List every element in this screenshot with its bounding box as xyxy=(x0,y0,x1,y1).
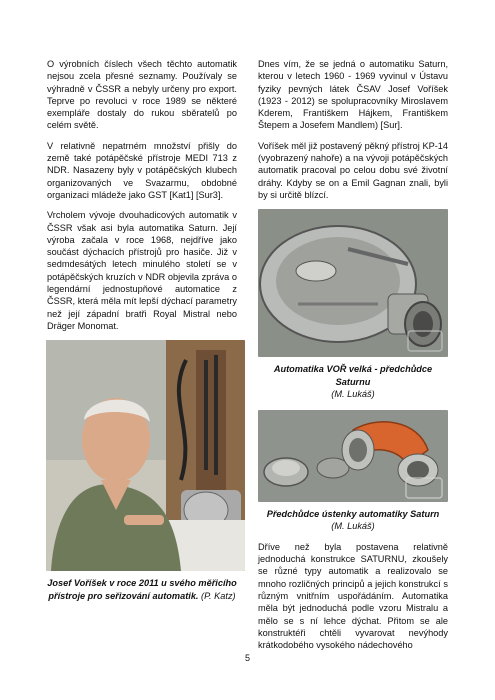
photo-josef-credit: (P. Katz) xyxy=(201,590,236,601)
photo-mouthpiece xyxy=(258,410,448,502)
right-paragraph-3: Dříve než byla postavena relativně jednoduchá konstrukce SATURNU, zkoušely se různé typy automatik a realizovalo se mnoho rozličných principů a jejich konstrukcí s různým vnitřním uspořádáním. Automatika měla být jednoduchá podle vzoru Mistralu a mělo se s ní lehce dýchat. Přitom se ale konstruktéři chtěli vyvarovat nevýhody krátkodobého vysokého nádechového xyxy=(258,541,448,651)
photo-mouthpiece-caption-text: Předchůdce ústenky automatiky Saturn xyxy=(266,509,440,520)
right-paragraph-2: Voříšek měl již postavený pěkný přístroj KP-14 (vyobrazený nahoře) a na vývoji potápěčských automatik pracoval po celou dobu své životní dráhy. Kdyby se on a Emil Gagnan znali, byli by si určitě blízcí. xyxy=(258,140,448,200)
photo-vor-credit: (M. Lukáš) xyxy=(331,388,375,399)
right-column xyxy=(258,58,448,659)
photo-mouthpiece-caption xyxy=(258,508,448,533)
left-column xyxy=(47,58,237,602)
photo-vor-regulator-image xyxy=(258,209,448,357)
left-paragraph-2: V relativně nepatrném množství přišly do země také potápěčské přístroje MEDI 713 z NDR. Nasazeny byly v potápěčských klubech organizovaných ve Svazarmu, obdobné organizaci mládeže jako GST [Kat1] [Sur3]. xyxy=(47,140,237,200)
photo-josef-caption xyxy=(47,577,237,602)
page-number: 5 xyxy=(244,653,250,663)
photo-josef-caption-text: Josef Voříšek v roce 2011 u svého měřicího přístroje pro seřizování automatik. xyxy=(47,578,237,601)
left-paragraph-1: O výrobních číslech všech těchto automatik nejsou zcela přesné seznamy. Používaly se výhradně v ČSSR a nebyly určeny pro export. Teprve po revoluci v roce 1989 se některé exempláře dostaly do rukou sběratelů po celém světě. xyxy=(47,59,237,131)
photo-vor-regulator xyxy=(258,209,448,357)
right-paragraph-1: Dnes vím, že se jedná o automatiku Saturn, kterou v letech 1960 - 1969 vyvinul v Ústavu fyziky pevných látek ČSAV Josef Voříšek (1923 - 2012) se spolupracovníky Miroslavem Kderem, Františkem Hájkem, Františkem Štepem a Josefem Mandlem) [Sur]. xyxy=(258,59,448,131)
photo-josef-vorisek xyxy=(46,340,245,571)
left-paragraph-3: Vrcholem vývoje dvouhadicových automatik v ČSSR však asi byla automatika Saturn. Její výroba začala v roce 1968, nejdříve jako součást dýchacích přístrojů pro hasiče. Již v sedmdesátých letech minulého století se v potápěčských kruzích v NDR objevila zpráva o legendární jednostupňové automatice z ČSSR, která měla mít lepší dýchací parametry než její západní bratři Royal Mistral nebo Dräger Monomat. xyxy=(47,210,237,331)
photo-josef-vorisek-image xyxy=(46,340,245,571)
photo-vor-caption xyxy=(258,363,448,400)
photo-mouthpiece-image xyxy=(258,410,448,502)
photo-vor-caption-text: Automatika VOŘ velká - předchůdce Saturnu xyxy=(273,364,433,387)
photo-mouthpiece-credit: (M. Lukáš) xyxy=(331,521,375,532)
